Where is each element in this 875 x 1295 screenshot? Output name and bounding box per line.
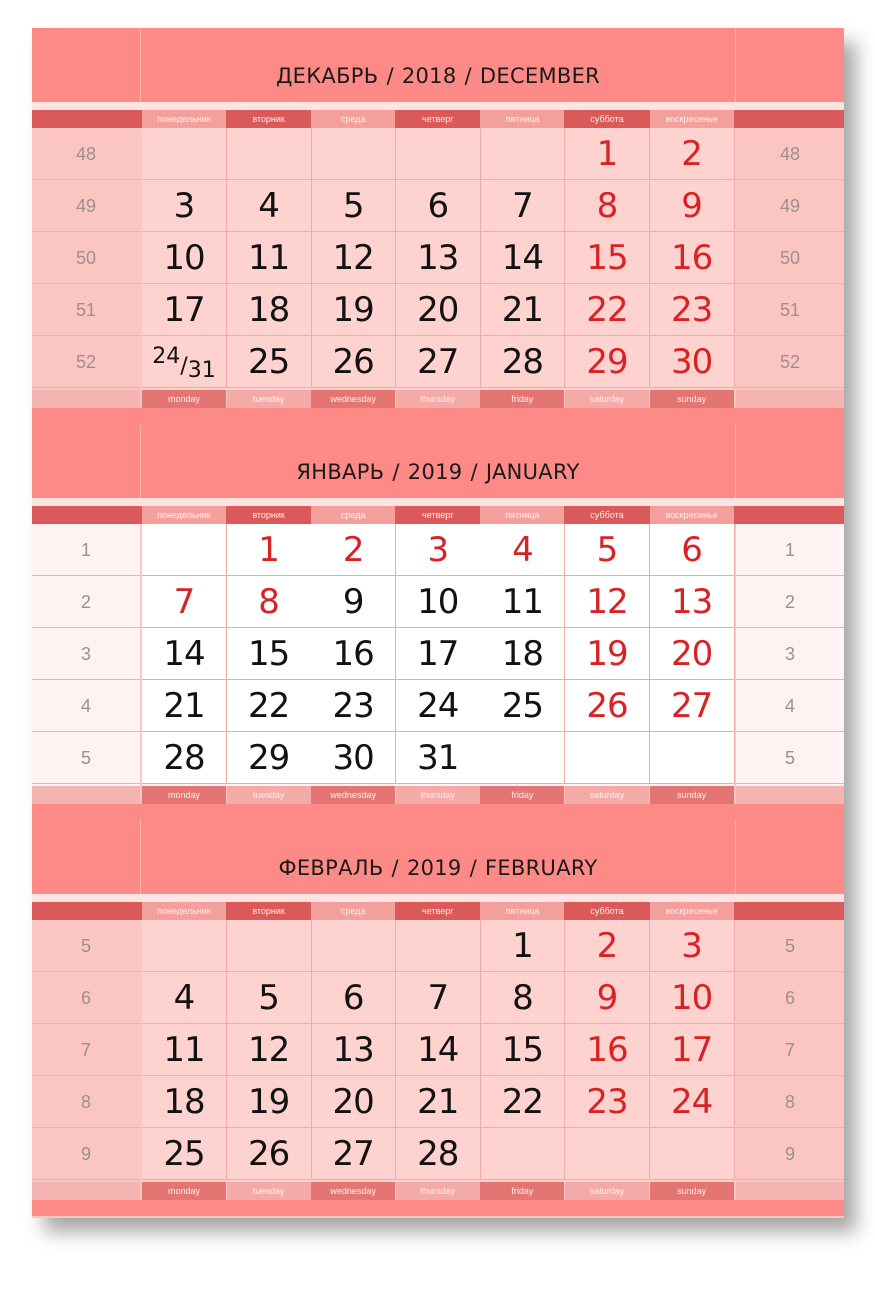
- day-cell: 20: [396, 284, 481, 336]
- day-cell: 30: [311, 732, 396, 784]
- weekday-label-en: tuesday: [227, 1182, 311, 1200]
- weekday-label-ru: пятница: [480, 902, 564, 920]
- weekday-label-ru: пятница: [480, 506, 564, 524]
- day-cell: 28: [480, 336, 565, 388]
- week-number: 7: [80, 1040, 91, 1060]
- quarterly-calendar: [32, 28, 844, 1218]
- weekday-footer-en: [32, 786, 844, 804]
- week-divider: [32, 387, 140, 388]
- month-title: [142, 460, 734, 484]
- day-cell: 9: [650, 180, 735, 232]
- week-row: [32, 628, 844, 680]
- month-separator: [32, 1200, 844, 1216]
- day-cell: 7: [396, 972, 481, 1024]
- title-separator: /: [392, 460, 400, 484]
- header-side-panel: [735, 820, 844, 894]
- day-cell: 14: [142, 628, 227, 680]
- day-cell: 7: [142, 576, 227, 628]
- month-title-en: DECEMBER: [479, 64, 601, 88]
- day-cell: 4: [142, 972, 227, 1024]
- month-header: [32, 820, 844, 894]
- week-row: [32, 232, 844, 284]
- day-cell: 3: [396, 524, 481, 576]
- weekday-footer-en: [32, 1182, 844, 1200]
- day-cell: 23: [565, 1076, 650, 1128]
- title-separator: /: [469, 856, 477, 880]
- week-row: [32, 336, 844, 388]
- weekday-label-en: friday: [480, 1182, 564, 1200]
- day-cell: 7: [480, 180, 565, 232]
- day-cell: 6: [311, 972, 396, 1024]
- day-cell: 26: [311, 336, 396, 388]
- week-number: 48: [75, 144, 97, 164]
- weekday-footer-en: [32, 390, 844, 408]
- day-cell: 15: [227, 628, 312, 680]
- day-cell: 19: [227, 1076, 312, 1128]
- day-cell: [142, 128, 227, 180]
- title-separator: /: [470, 460, 478, 484]
- day-cell: 1: [480, 920, 565, 972]
- day-cell: 19: [565, 628, 650, 680]
- day-cell: 10: [142, 232, 227, 284]
- week-number: 5: [784, 936, 795, 956]
- day-cell: 17: [396, 628, 481, 680]
- week-number: 9: [80, 1144, 91, 1164]
- header-side-panel: [735, 424, 844, 498]
- week-row: [32, 1128, 844, 1180]
- day-cell: 4: [227, 180, 312, 232]
- day-cell: 16: [311, 628, 396, 680]
- week-divider: [32, 783, 140, 784]
- weekday-label-en: monday: [142, 1182, 226, 1200]
- day-cell: 18: [142, 1076, 227, 1128]
- day-cell: 8: [565, 180, 650, 232]
- week-number: 52: [75, 352, 97, 372]
- day-cell: 22: [480, 1076, 565, 1128]
- week-row: [32, 180, 844, 232]
- month-title: [142, 64, 734, 88]
- day-cell: 17: [142, 284, 227, 336]
- day-cell: 13: [396, 232, 481, 284]
- week-number: 2: [784, 592, 795, 612]
- day-cell: 5: [227, 972, 312, 1024]
- weekday-label-en: sunday: [650, 1182, 734, 1200]
- day-cell: 23: [311, 680, 396, 732]
- header-side-panel: [32, 28, 141, 102]
- header-strip: [32, 894, 844, 902]
- month-year: 2019: [406, 856, 462, 880]
- day-cell: 11: [142, 1024, 227, 1076]
- day-cell: 6: [396, 180, 481, 232]
- day-cell: 13: [311, 1024, 396, 1076]
- day-cell: 25: [480, 680, 565, 732]
- weekday-label-ru: суббота: [590, 114, 624, 124]
- month-header: [32, 28, 844, 102]
- weekday-label-ru: среда: [311, 902, 395, 920]
- week-number: 1: [80, 540, 91, 560]
- week-number: 49: [779, 196, 801, 216]
- day-cell: 21: [480, 284, 565, 336]
- week-number: 8: [80, 1092, 91, 1112]
- day-cell: [396, 920, 481, 972]
- day-cell: 8: [480, 972, 565, 1024]
- day-cell: 23: [650, 284, 735, 336]
- day-cell: [480, 1128, 565, 1180]
- day-cell: 25: [142, 1128, 227, 1180]
- weekday-label-en: friday: [480, 786, 564, 804]
- day-cell: 17: [650, 1024, 735, 1076]
- week-number: 48: [779, 144, 801, 164]
- week-row: [32, 576, 844, 628]
- day-cell: 9: [565, 972, 650, 1024]
- week-divider: [736, 387, 844, 388]
- day-cell: 24: [396, 680, 481, 732]
- day-cell: 5: [311, 180, 396, 232]
- week-row: [32, 1024, 844, 1076]
- weekday-label-ru: воскресенье: [650, 902, 734, 920]
- week-number: 8: [784, 1092, 795, 1112]
- day-cell: 16: [565, 1024, 650, 1076]
- week-row: [32, 972, 844, 1024]
- day-cell: 10: [650, 972, 735, 1024]
- day-cell: 2: [311, 524, 396, 576]
- day-cell: 28: [142, 732, 227, 784]
- weekday-label-ru: понедельник: [142, 506, 226, 524]
- day-cell: [396, 128, 481, 180]
- weekday-label-en: thursday: [396, 390, 480, 408]
- day-cell: 30: [650, 336, 735, 388]
- day-cell: 4: [480, 524, 565, 576]
- day-cell: 29: [227, 732, 312, 784]
- weekday-label-en: monday: [142, 390, 226, 408]
- day-cell: 11: [227, 232, 312, 284]
- day-cell: 3: [650, 920, 735, 972]
- week-row: [32, 524, 844, 576]
- month-title-ru: ФЕВРАЛЬ: [278, 856, 384, 880]
- week-number: 3: [784, 644, 795, 664]
- weekday-label-ru: суббота: [590, 510, 624, 520]
- month-title-en: JANUARY: [485, 460, 580, 484]
- footer-side: [32, 390, 140, 408]
- footer-side: [736, 390, 844, 408]
- footer-side: [32, 1182, 140, 1200]
- weekday-label-ru: среда: [311, 110, 395, 128]
- weekday-label-ru: воскресенье: [650, 110, 734, 128]
- split-date-first: 24: [152, 344, 181, 369]
- weekday-label-ru: вторник: [252, 114, 285, 124]
- day-grid: [32, 524, 844, 784]
- weekday-label-ru: понедельник: [142, 110, 226, 128]
- weekday-label-en: saturday: [565, 390, 649, 408]
- weekday-label-ru: воскресенье: [650, 506, 734, 524]
- day-cell: 20: [650, 628, 735, 680]
- day-cell: 21: [396, 1076, 481, 1128]
- week-number: 2: [80, 592, 91, 612]
- weekday-label-en: sunday: [650, 786, 734, 804]
- header-strip: [32, 102, 844, 110]
- month-title: [142, 856, 734, 880]
- week-number: 6: [784, 988, 795, 1008]
- week-number: 6: [80, 988, 91, 1008]
- month-header: [32, 424, 844, 498]
- day-cell: 1: [565, 128, 650, 180]
- month-block-february: [32, 820, 844, 1216]
- weekday-label-ru: четверг: [422, 906, 454, 916]
- week-number: 9: [784, 1144, 795, 1164]
- week-row: [32, 284, 844, 336]
- day-cell: 29: [565, 336, 650, 388]
- split-date: [152, 344, 215, 383]
- month-separator: [32, 804, 844, 820]
- day-cell: 16: [650, 232, 735, 284]
- day-cell: 12: [311, 232, 396, 284]
- month-separator: [32, 408, 844, 424]
- day-cell: 18: [480, 628, 565, 680]
- day-grid: [32, 128, 844, 388]
- split-date-slash: /: [180, 354, 188, 379]
- header-strip: [32, 498, 844, 506]
- day-cell: 26: [227, 1128, 312, 1180]
- title-separator: /: [391, 856, 399, 880]
- day-cell: 9: [311, 576, 396, 628]
- week-number: 51: [779, 300, 801, 320]
- month-block-december: [32, 28, 844, 424]
- footer-side: [736, 1182, 844, 1200]
- week-divider: [736, 783, 844, 784]
- week-number: 51: [75, 300, 97, 320]
- weekday-label-en: sunday: [650, 390, 734, 408]
- week-row: [32, 1076, 844, 1128]
- weekday-label-en: thursday: [396, 1182, 480, 1200]
- week-number: 7: [784, 1040, 795, 1060]
- header-side-panel: [32, 820, 141, 894]
- day-cell: 3: [142, 180, 227, 232]
- week-divider: [32, 1179, 140, 1180]
- day-grid: [32, 920, 844, 1180]
- day-cell: 15: [480, 1024, 565, 1076]
- day-cell: 13: [650, 576, 735, 628]
- month-title-ru: ЯНВАРЬ: [296, 460, 385, 484]
- week-row: [32, 680, 844, 732]
- month-year: 2019: [407, 460, 463, 484]
- week-number: 49: [75, 196, 97, 216]
- day-cell: [311, 920, 396, 972]
- day-cell: 2: [650, 128, 735, 180]
- day-cell: 22: [227, 680, 312, 732]
- week-number: 50: [779, 248, 801, 268]
- day-cell: [650, 732, 735, 784]
- week-number: 5: [80, 748, 91, 768]
- day-cell: 6: [650, 524, 735, 576]
- weekday-label-en: thursday: [396, 786, 480, 804]
- day-cell: 19: [311, 284, 396, 336]
- day-cell: [227, 128, 312, 180]
- weekday-label-en: tuesday: [227, 786, 311, 804]
- day-cell: [565, 732, 650, 784]
- weekday-label-ru: понедельник: [142, 902, 226, 920]
- weekday-label-en: wednesday: [311, 390, 395, 408]
- day-cell: [142, 920, 227, 972]
- weekday-label-en: wednesday: [311, 786, 395, 804]
- day-cell: [311, 128, 396, 180]
- weekday-label-ru: вторник: [252, 906, 285, 916]
- weekday-label-ru: четверг: [422, 114, 454, 124]
- day-cell: [227, 920, 312, 972]
- week-number: 5: [784, 748, 795, 768]
- weekday-header-ru: [32, 110, 844, 128]
- footer-side: [736, 786, 844, 804]
- day-cell: 12: [227, 1024, 312, 1076]
- week-number: 1: [784, 540, 795, 560]
- weekday-label-en: friday: [480, 390, 564, 408]
- weekday-label-ru: суббота: [590, 906, 624, 916]
- day-cell: 15: [565, 232, 650, 284]
- day-cell: [650, 1128, 735, 1180]
- day-cell: 2: [565, 920, 650, 972]
- day-cell: 25: [227, 336, 312, 388]
- weekday-label-ru: среда: [311, 506, 395, 524]
- week-number: 3: [80, 644, 91, 664]
- day-cell: 18: [227, 284, 312, 336]
- header-side-panel: [735, 28, 844, 102]
- day-cell: 14: [396, 1024, 481, 1076]
- week-number: 4: [784, 696, 795, 716]
- day-cell: 10: [396, 576, 481, 628]
- day-cell: 28: [396, 1128, 481, 1180]
- week-number: 52: [779, 352, 801, 372]
- month-title-en: FEBRUARY: [484, 856, 598, 880]
- day-cell: 31: [396, 732, 481, 784]
- day-cell: [142, 336, 227, 388]
- day-cell: [480, 128, 565, 180]
- day-cell: [480, 732, 565, 784]
- header-side-panel: [32, 424, 141, 498]
- weekday-label-ru: вторник: [252, 510, 285, 520]
- day-cell: 27: [650, 680, 735, 732]
- day-cell: 5: [565, 524, 650, 576]
- weekday-label-en: wednesday: [311, 1182, 395, 1200]
- weekday-label-ru: пятница: [480, 110, 564, 128]
- month-title-ru: ДЕКАБРЬ: [275, 64, 379, 88]
- weekday-header-ru: [32, 506, 844, 524]
- week-number: 4: [80, 696, 91, 716]
- day-cell: 26: [565, 680, 650, 732]
- weekday-label-en: monday: [142, 786, 226, 804]
- day-cell: 8: [227, 576, 312, 628]
- week-row: [32, 732, 844, 784]
- day-cell: [142, 524, 227, 576]
- day-cell: 27: [311, 1128, 396, 1180]
- week-number: 5: [80, 936, 91, 956]
- month-year: 2018: [401, 64, 457, 88]
- weekday-label-en: saturday: [565, 786, 649, 804]
- day-cell: 22: [565, 284, 650, 336]
- day-cell: 24: [650, 1076, 735, 1128]
- day-cell: [565, 1128, 650, 1180]
- month-block-january: [32, 424, 844, 820]
- weekday-header-ru: [32, 902, 844, 920]
- title-separator: /: [464, 64, 472, 88]
- day-cell: 21: [142, 680, 227, 732]
- day-cell: 11: [480, 576, 565, 628]
- day-cell: 12: [565, 576, 650, 628]
- title-separator: /: [386, 64, 394, 88]
- week-row: [32, 128, 844, 180]
- week-divider: [736, 1179, 844, 1180]
- day-cell: 1: [227, 524, 312, 576]
- weekday-label-ru: четверг: [422, 510, 454, 520]
- weekday-label-en: saturday: [565, 1182, 649, 1200]
- day-cell: 14: [480, 232, 565, 284]
- week-row: [32, 920, 844, 972]
- week-number: 50: [75, 248, 97, 268]
- day-cell: 20: [311, 1076, 396, 1128]
- weekday-label-en: tuesday: [227, 390, 311, 408]
- footer-side: [32, 786, 140, 804]
- day-cell: 27: [396, 336, 481, 388]
- split-date-second: 31: [187, 358, 216, 383]
